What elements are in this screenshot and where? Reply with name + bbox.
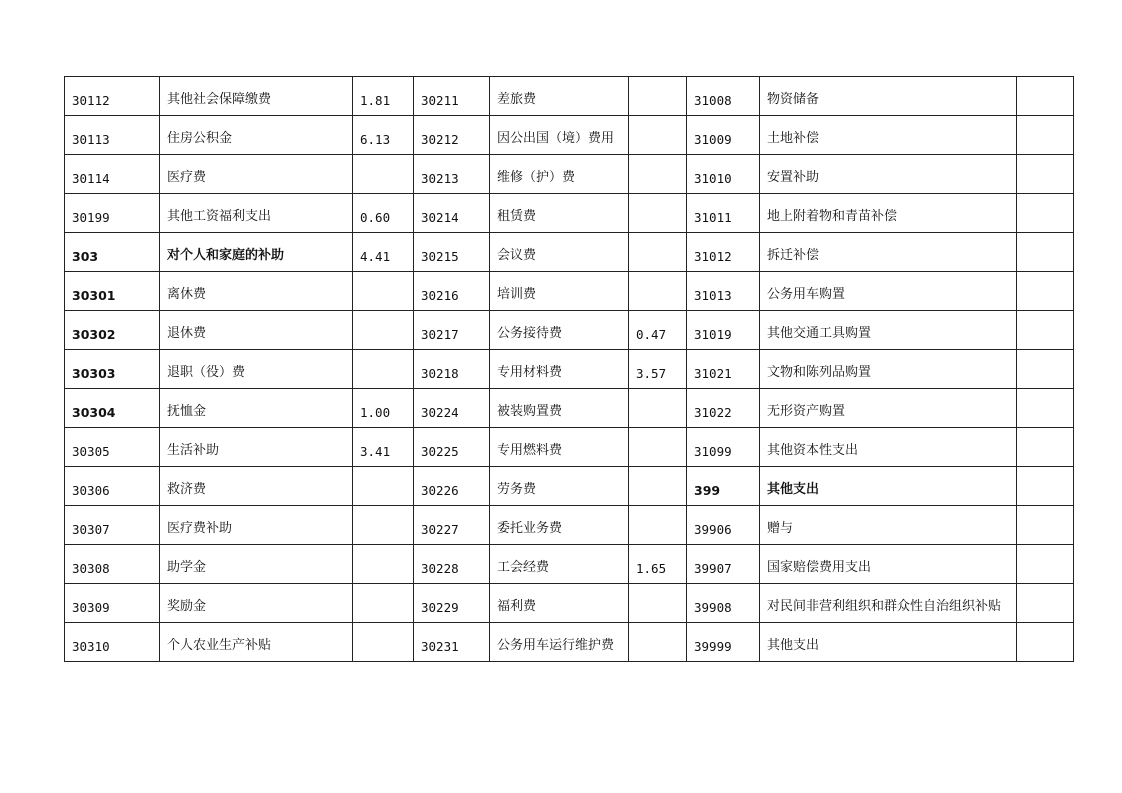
- item-code-1: 30309: [65, 584, 160, 623]
- item-name-3: 国家赔偿费用支出: [760, 545, 1017, 584]
- item-amount-3: [1017, 116, 1074, 155]
- item-amount-1: [353, 467, 414, 506]
- item-amount-3: [1017, 467, 1074, 506]
- item-amount-3: [1017, 77, 1074, 116]
- item-amount-1: [353, 350, 414, 389]
- item-name-3: 赠与: [760, 506, 1017, 545]
- item-code-2: 30227: [414, 506, 490, 545]
- item-code-3: 31099: [687, 428, 760, 467]
- item-name-2: 因公出国（境）费用: [490, 116, 629, 155]
- table-row: [65, 155, 1074, 194]
- item-amount-2: 3.57: [629, 350, 687, 389]
- item-name-2: 公务接待费: [490, 311, 629, 350]
- item-name-1: 对个人和家庭的补助: [160, 233, 353, 272]
- item-code-1: 30305: [65, 428, 160, 467]
- item-code-1: 30303: [65, 350, 160, 389]
- item-name-1: 救济费: [160, 467, 353, 506]
- item-name-2: 差旅费: [490, 77, 629, 116]
- item-amount-3: [1017, 350, 1074, 389]
- item-name-2: 维修（护）费: [490, 155, 629, 194]
- item-amount-1: 6.13: [353, 116, 414, 155]
- item-amount-2: [629, 428, 687, 467]
- item-name-3: 地上附着物和青苗补偿: [760, 194, 1017, 233]
- item-amount-1: 1.00: [353, 389, 414, 428]
- item-name-2: 被装购置费: [490, 389, 629, 428]
- item-code-3: 399: [687, 467, 760, 506]
- item-amount-2: [629, 272, 687, 311]
- item-name-3: 物资储备: [760, 77, 1017, 116]
- item-name-3: 公务用车购置: [760, 272, 1017, 311]
- item-code-2: 30212: [414, 116, 490, 155]
- item-code-2: 30213: [414, 155, 490, 194]
- item-amount-3: [1017, 272, 1074, 311]
- item-name-3: 其他资本性支出: [760, 428, 1017, 467]
- item-code-3: 39906: [687, 506, 760, 545]
- table-row: [65, 311, 1074, 350]
- item-name-1: 其他社会保障缴费: [160, 77, 353, 116]
- item-code-3: 39907: [687, 545, 760, 584]
- item-amount-1: [353, 623, 414, 662]
- item-amount-1: [353, 545, 414, 584]
- item-amount-3: [1017, 545, 1074, 584]
- item-amount-2: [629, 467, 687, 506]
- expenditure-classification-table: [64, 76, 1074, 662]
- item-name-2: 专用材料费: [490, 350, 629, 389]
- table-row: [65, 506, 1074, 545]
- item-amount-3: [1017, 428, 1074, 467]
- item-name-1: 其他工资福利支出: [160, 194, 353, 233]
- item-amount-1: [353, 155, 414, 194]
- table-row: [65, 194, 1074, 233]
- item-name-1: 退休费: [160, 311, 353, 350]
- item-name-1: 退职（役）费: [160, 350, 353, 389]
- item-code-2: 30229: [414, 584, 490, 623]
- item-code-1: 30306: [65, 467, 160, 506]
- table-row: [65, 272, 1074, 311]
- item-code-3: 39908: [687, 584, 760, 623]
- item-code-2: 30231: [414, 623, 490, 662]
- item-code-3: 31022: [687, 389, 760, 428]
- item-code-2: 30228: [414, 545, 490, 584]
- item-name-2: 专用燃料费: [490, 428, 629, 467]
- item-code-1: 30302: [65, 311, 160, 350]
- item-code-3: 31010: [687, 155, 760, 194]
- item-name-1: 生活补助: [160, 428, 353, 467]
- item-amount-3: [1017, 233, 1074, 272]
- table-row: [65, 350, 1074, 389]
- item-amount-2: [629, 233, 687, 272]
- item-name-1: 个人农业生产补贴: [160, 623, 353, 662]
- item-code-2: 30224: [414, 389, 490, 428]
- item-name-3: 文物和陈列品购置: [760, 350, 1017, 389]
- item-amount-2: [629, 389, 687, 428]
- item-code-2: 30226: [414, 467, 490, 506]
- item-code-2: 30214: [414, 194, 490, 233]
- item-name-1: 离休费: [160, 272, 353, 311]
- item-name-1: 抚恤金: [160, 389, 353, 428]
- table-row: [65, 545, 1074, 584]
- table-row: [65, 77, 1074, 116]
- item-name-2: 劳务费: [490, 467, 629, 506]
- item-code-3: 31013: [687, 272, 760, 311]
- item-name-1: 医疗费: [160, 155, 353, 194]
- item-code-3: 39999: [687, 623, 760, 662]
- table-row: [65, 467, 1074, 506]
- item-name-2: 会议费: [490, 233, 629, 272]
- item-amount-2: [629, 584, 687, 623]
- table-row: [65, 389, 1074, 428]
- item-code-2: 30215: [414, 233, 490, 272]
- item-code-1: 30113: [65, 116, 160, 155]
- item-code-2: 30225: [414, 428, 490, 467]
- item-name-3: 其他支出: [760, 623, 1017, 662]
- item-amount-3: [1017, 194, 1074, 233]
- item-code-1: 30307: [65, 506, 160, 545]
- item-amount-1: [353, 272, 414, 311]
- item-code-2: 30217: [414, 311, 490, 350]
- item-amount-3: [1017, 506, 1074, 545]
- item-amount-2: [629, 506, 687, 545]
- item-code-3: 31008: [687, 77, 760, 116]
- item-code-1: 30304: [65, 389, 160, 428]
- item-name-1: 助学金: [160, 545, 353, 584]
- item-name-3: 无形资产购置: [760, 389, 1017, 428]
- item-name-3: 拆迁补偿: [760, 233, 1017, 272]
- item-name-2: 租赁费: [490, 194, 629, 233]
- item-amount-2: 0.47: [629, 311, 687, 350]
- item-amount-1: 1.81: [353, 77, 414, 116]
- item-name-1: 奖励金: [160, 584, 353, 623]
- item-amount-1: [353, 311, 414, 350]
- table-row: [65, 233, 1074, 272]
- item-code-1: 30308: [65, 545, 160, 584]
- item-code-1: 303: [65, 233, 160, 272]
- table-row: [65, 623, 1074, 662]
- item-code-1: 30112: [65, 77, 160, 116]
- item-amount-2: 1.65: [629, 545, 687, 584]
- item-code-3: 31011: [687, 194, 760, 233]
- item-name-3: 安置补助: [760, 155, 1017, 194]
- item-name-3: 其他交通工具购置: [760, 311, 1017, 350]
- item-amount-2: [629, 623, 687, 662]
- item-amount-1: [353, 506, 414, 545]
- item-amount-1: 4.41: [353, 233, 414, 272]
- item-code-2: 30218: [414, 350, 490, 389]
- item-name-2: 委托业务费: [490, 506, 629, 545]
- item-code-3: 31021: [687, 350, 760, 389]
- item-amount-2: [629, 77, 687, 116]
- item-name-1: 住房公积金: [160, 116, 353, 155]
- item-amount-2: [629, 116, 687, 155]
- item-name-1: 医疗费补助: [160, 506, 353, 545]
- item-code-2: 30211: [414, 77, 490, 116]
- item-amount-3: [1017, 155, 1074, 194]
- item-code-1: 30114: [65, 155, 160, 194]
- item-name-2: 公务用车运行维护费: [490, 623, 629, 662]
- item-amount-3: [1017, 311, 1074, 350]
- item-amount-1: 0.60: [353, 194, 414, 233]
- item-amount-3: [1017, 623, 1074, 662]
- item-amount-3: [1017, 584, 1074, 623]
- item-code-3: 31009: [687, 116, 760, 155]
- table-body: [65, 77, 1074, 662]
- item-code-2: 30216: [414, 272, 490, 311]
- item-amount-3: [1017, 389, 1074, 428]
- table-row: [65, 428, 1074, 467]
- item-name-3: 对民间非营利组织和群众性自治组织补贴: [760, 584, 1017, 623]
- table-row: [65, 584, 1074, 623]
- item-name-2: 福利费: [490, 584, 629, 623]
- item-code-1: 30199: [65, 194, 160, 233]
- item-code-3: 31019: [687, 311, 760, 350]
- item-name-3: 土地补偿: [760, 116, 1017, 155]
- item-amount-2: [629, 194, 687, 233]
- item-code-1: 30310: [65, 623, 160, 662]
- item-name-2: 培训费: [490, 272, 629, 311]
- item-amount-1: 3.41: [353, 428, 414, 467]
- item-name-2: 工会经费: [490, 545, 629, 584]
- item-code-1: 30301: [65, 272, 160, 311]
- table-row: [65, 116, 1074, 155]
- item-amount-2: [629, 155, 687, 194]
- item-code-3: 31012: [687, 233, 760, 272]
- item-amount-1: [353, 584, 414, 623]
- item-name-3: 其他支出: [760, 467, 1017, 506]
